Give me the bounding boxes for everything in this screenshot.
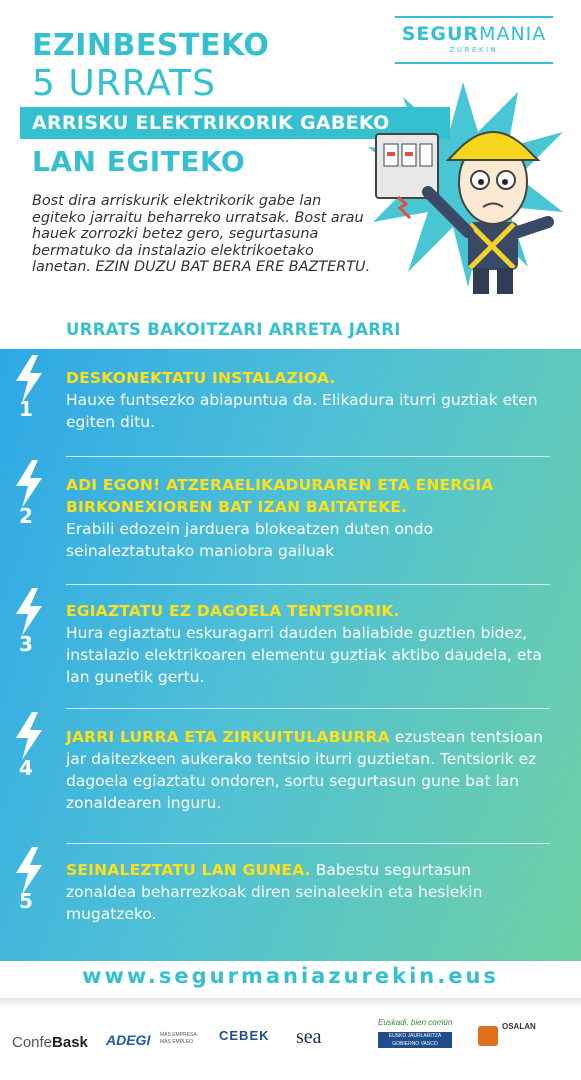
step-heading: ADI EGON! ATZERAELIKADURAREN ETA ENERGIA BIRKONEXIOREN BAT IZAN BAITATEKE. [66,476,494,516]
adegi-logo: ADEGI [106,1032,151,1048]
step-divider [66,843,550,844]
title-band-text: ARRISKU ELEKTRIKORIK GABEKO [32,112,390,134]
confebask-logo: ConfeBask [12,1034,88,1051]
title-line-3: LAN EGITEKO [32,145,246,178]
step-number: 4 [19,756,33,780]
section-title: URRATS BAKOITZARI ARRETA JARRI [66,320,401,339]
logo-sub: ZUREKIN [449,46,499,54]
step-number: 5 [19,889,33,913]
electric-worker-illustration [368,72,568,302]
step-body: ezustean tentsioan jar daitezkeen aukerako tentsio iturri guztietan. Tentsiorik ez dagoela egiaztatu ondoren, sortu segurtasun gune bat lan zonaldearen inguru. [66,728,543,812]
osalan-emblem-icon [478,1026,498,1046]
title-line-1: EZINBESTEKO [32,28,270,63]
lightning-icon [14,460,44,508]
logo-main-bold: SEGUR [401,23,480,45]
sea-logo: sea [296,1026,322,1048]
adegi-tagline: MÁS EMPRESA. MÁS EMPLEO. [160,1032,199,1045]
step-body: Hura egiaztatu eskuragarri dauden baliabide guztien bidez, instalazio elektrikoaren elementu guztiak aktibo daudela, eta lan gunetik gertu. [66,624,542,686]
osalan-logo: OSALAN [502,1022,536,1031]
step-divider [66,708,550,709]
step-body: Erabili edozein jarduera blokeatzen duten ondo seinaleztatutako maniobra gailuak [66,520,434,560]
title-line-2: 5 URRATS [32,63,216,104]
segurmania-logo [395,16,553,64]
basque-government-logo: EUSKO JAURLARITZA GOBIERNO VASCO [378,1032,452,1048]
cebek-logo: CEBEK [219,1028,270,1043]
step-number: 1 [19,397,33,421]
euskadi-slogan: Euskadi, bien común [378,1018,453,1027]
website-link[interactable]: www.segurmaniazurekin.eus [82,964,499,988]
step-heading: DESKONEKTATU INSTALAZIOA. [66,369,336,387]
step-body: Babestu segurtasun zonaldea beharrezkoak diren seinaleekin eta hesiekin mugatzeko. [66,861,483,923]
footer-shadow [0,998,581,1008]
step-heading: JARRI LURRA ETA ZIRKUITULABURRA [66,728,390,746]
step-body: Hauxe funtsezko abiapuntua da. Elikadura iturri guztiak eten egiten ditu. [66,391,538,431]
lightning-icon [14,588,44,636]
logo-main-light: MANIA [479,23,547,45]
lightning-icon [14,847,44,895]
intro-paragraph: Bost dira arriskurik elektrikorik gabe lan egiteko jarraitu beharreko urratsak. Bost arau hauek zorrozki betez gero, segurtasuna bermatuko da instalazio elektrikoetako lanetan. EZIN DUZU BAT BERA ERE BAZTERTU. [32,193,371,275]
step-divider [66,584,550,585]
step-number: 3 [19,632,33,656]
sponsor-logos [0,1012,581,1072]
step-heading: EGIAZTATU EZ DAGOELA TENTSIORIK. [66,602,400,620]
lightning-icon [14,712,44,760]
step-number: 2 [19,504,33,528]
step-divider [66,456,550,457]
lightning-icon [14,355,44,403]
step-heading: SEINALEZTATU LAN GUNEA. [66,861,311,879]
